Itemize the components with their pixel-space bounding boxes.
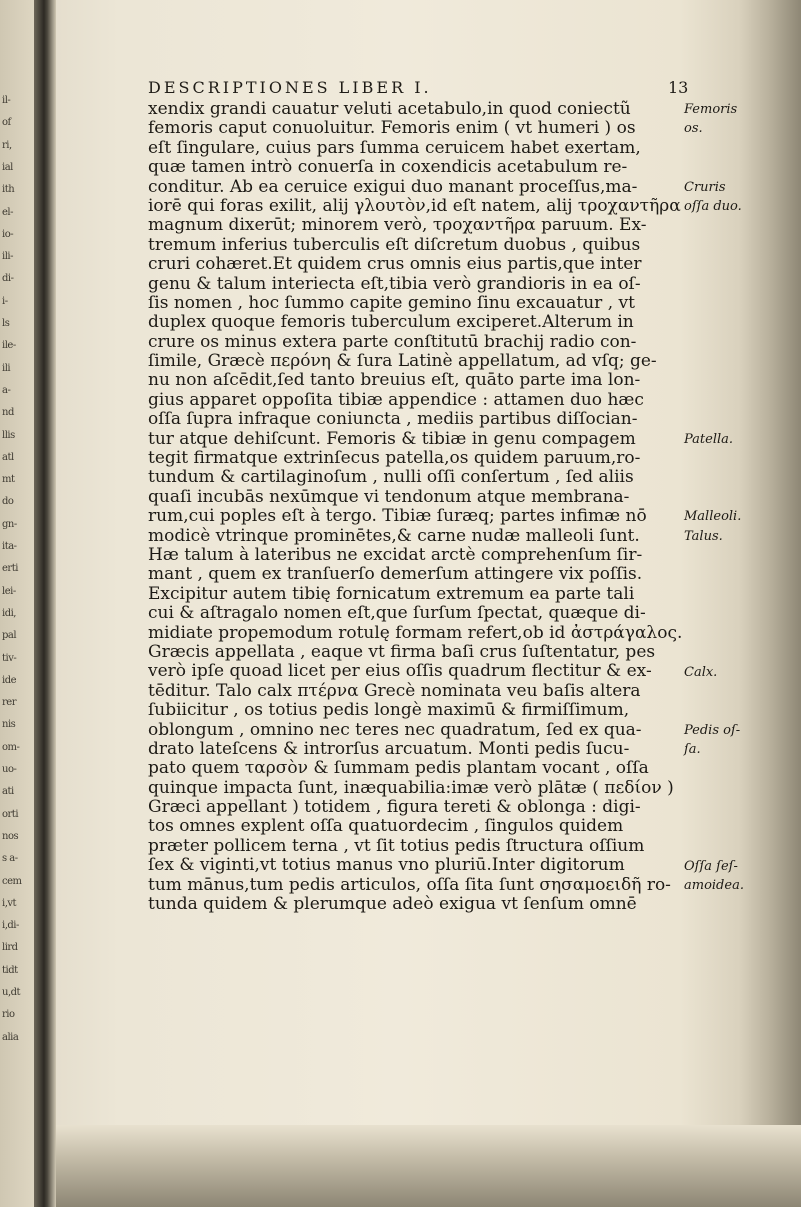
previous-page-fragment: io- xyxy=(2,228,14,240)
page-content xyxy=(58,60,758,1120)
previous-page-fragment: lird xyxy=(2,942,18,954)
previous-page-fragment: ith xyxy=(2,184,15,196)
previous-page-fragment: atl xyxy=(2,451,14,463)
text-line: tur atque dehiſcunt. Femoris & tibiæ in genu compagem xyxy=(148,429,636,449)
running-head-title: DESCRIPTIONES LIBER I. xyxy=(148,78,432,97)
text-line: tremum inferius tuberculis eſt diſcretum duobus , quibus xyxy=(148,235,641,255)
text-line: quaſi incubās nexūmque vi tendonum atque membrana- xyxy=(148,487,630,507)
text-line: femoris caput conuoluitur. Femoris enim ( vt humeri ) os xyxy=(148,119,636,139)
previous-page-fragment: tidt xyxy=(2,964,18,976)
previous-page-fragment: il- xyxy=(2,95,11,106)
margin-note: Pedis oſ- xyxy=(684,722,741,738)
previous-page-fragment: rio xyxy=(2,1009,15,1021)
text-line: rum,cui poples eſt à tergo. Tibiæ ſuræq; partes infimæ nō xyxy=(148,507,647,527)
text-line: oſſa ſupra infraque coniuncta , mediis partibus diſſocian- xyxy=(148,410,638,430)
text-line: gius apparet oppoſita tibiæ appendice : attamen duo hæc xyxy=(148,390,644,410)
text-line: ſis nomen , hoc ſummo capite gemino ſinu excauatur , vt xyxy=(148,293,635,313)
previous-page-fragment: erti xyxy=(2,563,18,575)
previous-page-fragment: nos xyxy=(2,830,19,842)
text-line: tegit firmatque extrinſecus patella,os quidem paruum,ro- xyxy=(148,449,641,469)
previous-page-fragment: nis xyxy=(2,719,16,731)
previous-page-fragment: ile- xyxy=(2,340,16,352)
text-line: duplex quoque femoris tuberculum exciperet.Alterum in xyxy=(148,313,634,333)
text-line: Græci appellant ) totidem , figura tereti & oblonga : digi- xyxy=(148,798,641,818)
text-line: Hæ talum à lateribus ne excidat arctè comprehenſum ſir- xyxy=(148,545,643,565)
text-line: ſubiicitur , os totius pedis longè maximū & firmiſſimum, xyxy=(148,701,630,721)
previous-page-fragment: cem xyxy=(2,875,22,887)
previous-page-fragment: orti xyxy=(2,808,19,820)
text-line: nu non aſcēdit,ſed tanto breuius eſt, quāto parte ima lon- xyxy=(148,371,641,391)
text-line: drato lateſcens & introrſus arcuatum. Monti pedis ſucu- xyxy=(148,739,630,759)
previous-page-fragment: do xyxy=(2,496,14,508)
previous-page-fragment: nd xyxy=(2,407,14,419)
page-bottom-shadow xyxy=(56,1125,801,1207)
previous-page-edge xyxy=(0,0,34,1207)
text-line: mant , quem ex tranſuerſo demerſum attingere vix poſſis. xyxy=(148,565,643,585)
margin-note: os. xyxy=(684,121,703,137)
text-line: quinque impacta ſunt, inæquabilia:imæ verò plātæ ( πεδίον ) xyxy=(148,778,674,798)
previous-page-fragment: alia xyxy=(2,1031,19,1043)
previous-page-fragment: ati xyxy=(2,786,14,798)
previous-page-fragment: ide xyxy=(2,674,17,686)
text-line: Græcis appellata , eaque vt firma baſi crus ſuſtentatur, pes xyxy=(148,642,656,662)
previous-page-fragment: ri, xyxy=(2,139,12,151)
previous-page-fragment: s a- xyxy=(2,853,18,865)
text-line: pato quem ταρσὸν & ſummam pedis plantam vocant , oſſa xyxy=(148,759,649,779)
previous-page-fragment: u,dt xyxy=(2,987,21,998)
text-line: præter pollicem terna , vt ſit totius pedis ſtructura oſſium xyxy=(148,836,645,856)
text-line: magnum dixerūt; minorem verò, τροχαντῆρα paruum. Ex- xyxy=(148,216,647,236)
previous-page-fragment: ili xyxy=(2,362,11,374)
previous-page-fragment: ial xyxy=(2,161,13,173)
text-line: crure os minus extera parte conſtitutū brachij radio con- xyxy=(148,332,637,352)
previous-page-fragment: a- xyxy=(2,384,11,396)
text-line: tunda quidem & plerumque adeò exigua vt ſenſum omnē xyxy=(148,895,637,915)
book-gutter xyxy=(34,0,56,1207)
previous-page-fragment: llis xyxy=(2,429,15,441)
margin-note: Patella. xyxy=(684,431,734,447)
text-line: Excipitur autem tibię fornicatum extremum ea parte tali xyxy=(148,584,635,604)
previous-page-fragment: i,vt xyxy=(2,897,17,909)
text-line: modicè vtrinque prominētes,& carne nudæ malleoli ſunt. xyxy=(148,526,640,546)
margin-note: Malleoli. xyxy=(684,509,742,525)
text-line: tos omnes explent oſſa quatuordecim , ſingulos quidem xyxy=(148,817,624,837)
previous-page-fragment: gn- xyxy=(2,518,17,530)
previous-page-fragment: of xyxy=(2,117,11,129)
previous-page-fragment: ls xyxy=(2,318,10,329)
previous-page-fragment: i,di- xyxy=(2,920,19,932)
text-line: tum mānus,tum pedis articulos, oſſa ſita ſunt σησαμοειδῆ ro- xyxy=(148,875,671,895)
text-line: midiate propemodum rotulę formam refert,ob id ἀστράγαλος. xyxy=(148,623,683,643)
margin-note: Cruris xyxy=(684,179,726,195)
text-line: cui & aſtragalo nomen eſt,que ſurſum ſpectat, quæque di- xyxy=(148,604,646,624)
previous-page-fragment: ili- xyxy=(2,251,13,263)
text-line: eſt ſingulare, cuius pars ſumma ceruicem habet exertam, xyxy=(148,138,641,158)
margin-note: Femoris xyxy=(684,102,738,117)
margin-note: Oſſa ſeſ- xyxy=(684,858,738,874)
margin-note: amoidea. xyxy=(684,878,744,893)
margin-note: oſſa duo. xyxy=(684,199,742,214)
previous-page-fragment: mt xyxy=(2,474,15,486)
previous-page-fragment: tiv- xyxy=(2,652,17,664)
text-line: verò ipſe quoad licet per eius oſſis quadrum flectitur & ex- xyxy=(148,662,652,682)
margin-note: Talus. xyxy=(684,528,723,544)
previous-page-fragment: ita- xyxy=(2,541,17,552)
text-line: tundum & cartilaginoſum , nulli oſſi conſertum , ſed aliis xyxy=(148,468,634,488)
margin-note: Calx. xyxy=(684,664,718,680)
previous-page-fragment: di- xyxy=(2,273,14,285)
text-line: cruri cohæret.Et quidem crus omnis eius partis,que inter xyxy=(148,255,642,275)
text-line: ſex & viginti,vt totius manus vno pluriū.Inter digitorum xyxy=(148,856,625,876)
text-line: tēditur. Talo calx πτέρνα Grecè nominata veu baſis altera xyxy=(148,681,641,701)
text-line: xendix grandi cauatur veluti acetabulo,in quod coniectũ xyxy=(148,100,631,119)
previous-page-fragment: el- xyxy=(2,206,13,218)
text-line: conditur. Ab ea ceruice exigui duo manant proceſſus,ma- xyxy=(148,177,638,197)
text-line: oblongum , omnino nec teres nec quadratum, ſed ex qua- xyxy=(148,720,642,740)
margin-note: ſa. xyxy=(684,742,701,758)
text-line: quæ tamen intrò conuerſa in coxendicis acetabulum re- xyxy=(148,158,628,178)
previous-page-fragment: lei- xyxy=(2,585,16,597)
previous-page-fragment: i- xyxy=(2,295,8,307)
text-line: iorē qui foras exilit, alij γλουτὸν,id eſt natem, alij τροχαντῆρα xyxy=(148,196,681,216)
previous-page-fragment: pal xyxy=(2,630,17,642)
text-line: genu & talum interiecta eſt,tibia verò grandioris in ea oſ- xyxy=(148,274,641,294)
previous-page-fragment: rer xyxy=(2,697,16,709)
running-header xyxy=(148,78,708,102)
previous-page-fragment: uo- xyxy=(2,764,17,775)
previous-page-fragment: idi, xyxy=(2,607,16,619)
body-text xyxy=(148,100,688,914)
text-line: ſimile, Græcè περόνη & ſura Latinè appellatum, ad vſq; ge- xyxy=(148,352,657,372)
page-number: 13 xyxy=(668,78,689,97)
previous-page-fragment: om- xyxy=(2,741,20,753)
